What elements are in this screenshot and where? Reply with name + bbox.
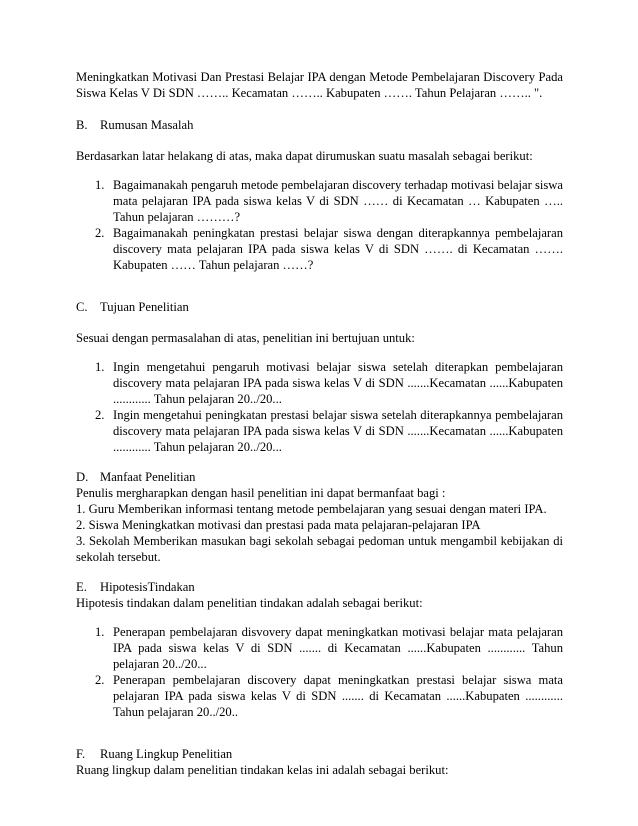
section-b-letter: B. xyxy=(76,118,88,132)
spacer xyxy=(76,565,563,579)
section-f-lead: Ruang lingkup dalam penelitian tindakan kelas ini adalah sebagai berikut: xyxy=(76,763,449,777)
list-item xyxy=(95,407,563,455)
section-d-line: 2. Siswa Meningkatkan motivasi dan prestasi pada mata pelajaran-pelajaran IPA xyxy=(76,518,481,532)
list-number: 2. xyxy=(95,226,105,240)
section-e-title: HipotesisTindakan xyxy=(100,580,195,594)
section-b-title: Rumusan Masalah xyxy=(100,118,194,132)
list-item-text: Bagaimanakah pengaruh metode pembelajaran discovery terhadap motivasi belajar siswa mata pelajaran IPA pada siswa kelas V di SDN …… di Kecamatan … Kabupaten ….. Tahun pelajaran ………? xyxy=(113,178,563,224)
section-e-heading xyxy=(76,579,563,595)
section-c-title: Tujuan Penelitian xyxy=(100,300,189,314)
spacer xyxy=(76,273,563,299)
list-item xyxy=(95,672,563,720)
section-d-line: 1. Guru Memberikan informasi tentang metode pembelajaran yang sesuai dengan materi IPA. xyxy=(76,502,547,516)
list-number: 2. xyxy=(95,673,105,687)
section-d-heading xyxy=(76,469,563,485)
list-item xyxy=(95,177,563,225)
section-c-heading xyxy=(76,299,563,315)
section-d xyxy=(76,469,563,565)
list-item-text: Penerapan pembelajaran disvovery dapat meningkatkan motivasi belajar mata pelajaran IPA pada siswa kelas V di SDN ....... di Kecamatan ......Kabupaten ............ Tahun pelajaran 20../20... xyxy=(113,625,563,671)
section-e-list xyxy=(95,624,563,720)
list-item-text: Ingin mengetahui peningkatan prestasi belajar siswa setelah diterapkannya pembelajaran discovery mata pelajaran IPA pada siswa kelas V di SDN .......Kecamatan ......Kabupaten ............ Tahun pelajaran 20../20... xyxy=(113,408,563,454)
section-b-list xyxy=(95,177,563,273)
spacer xyxy=(76,455,563,469)
document-page xyxy=(76,69,563,778)
list-number: 2. xyxy=(95,408,105,422)
list-number: 1. xyxy=(95,360,105,374)
section-d-line: Penulis mergharapkan dengan hasil penelitian ini dapat bermanfaat bagi : xyxy=(76,486,446,500)
list-item-text: Bagaimanakah peningkatan prestasi belajar siswa dengan diterapkannya pembelajaran discovery mata pelajaran IPA pada siswa kelas V di SDN ……. di Kecamatan ……. Kabupaten …… Tahun pelajaran ……? xyxy=(113,226,563,272)
section-c-list xyxy=(95,359,563,455)
section-c-letter: C. xyxy=(76,300,88,314)
section-e-letter: E. xyxy=(76,580,87,594)
section-f-heading xyxy=(76,746,563,762)
section-f-letter: F. xyxy=(76,747,86,761)
spacer xyxy=(76,720,563,746)
list-item-text: Penerapan pembelajaran discovery dapat meningkatkan prestasi belajar siswa mata pelajaran IPA pada siswa kelas V di SDN ....... di Kecamatan ......Kabupaten ............ Tahun pelajaran 20../20.. xyxy=(113,673,563,719)
list-number: 1. xyxy=(95,625,105,639)
list-item xyxy=(95,359,563,407)
section-d-line: 3. Sekolah Memberikan masukan bagi sekolah sebagai pedoman untuk mengambil kebijakan di sekolah tersebut. xyxy=(76,534,563,564)
section-b-lead: Berdasarkan latar helakang di atas, maka dapat dirumuskan suatu masalah sebagai berikut: xyxy=(76,149,533,163)
section-e-lead: Hipotesis tindakan dalam penelitian tindakan adalah sebagai berikut: xyxy=(76,596,423,610)
intro-paragraph: Meningkatkan Motivasi Dan Prestasi Belajar IPA dengan Metode Pembelajaran Discovery Pada Siswa Kelas V Di SDN …….. Kecamatan …….. Kabupaten ……. Tahun Pelajaran …….. ". xyxy=(76,70,563,100)
list-item xyxy=(95,624,563,672)
section-b-heading xyxy=(76,117,563,133)
list-number: 1. xyxy=(95,178,105,192)
list-item-text: Ingin mengetahui pengaruh motivasi belajar siswa setelah diterapkan pembelajaran discovery mata pelajaran IPA pada siswa kelas V di SDN .......Kecamatan ......Kabupaten ............ Tahun pelajaran 20../20... xyxy=(113,360,563,406)
section-d-title: Manfaat Penelitian xyxy=(100,470,196,484)
section-c-lead: Sesuai dengan permasalahan di atas, penelitian ini bertujuan untuk: xyxy=(76,331,415,345)
list-item xyxy=(95,225,563,273)
section-d-letter: D. xyxy=(76,470,89,484)
section-f-title: Ruang Lingkup Penelitian xyxy=(100,747,233,761)
